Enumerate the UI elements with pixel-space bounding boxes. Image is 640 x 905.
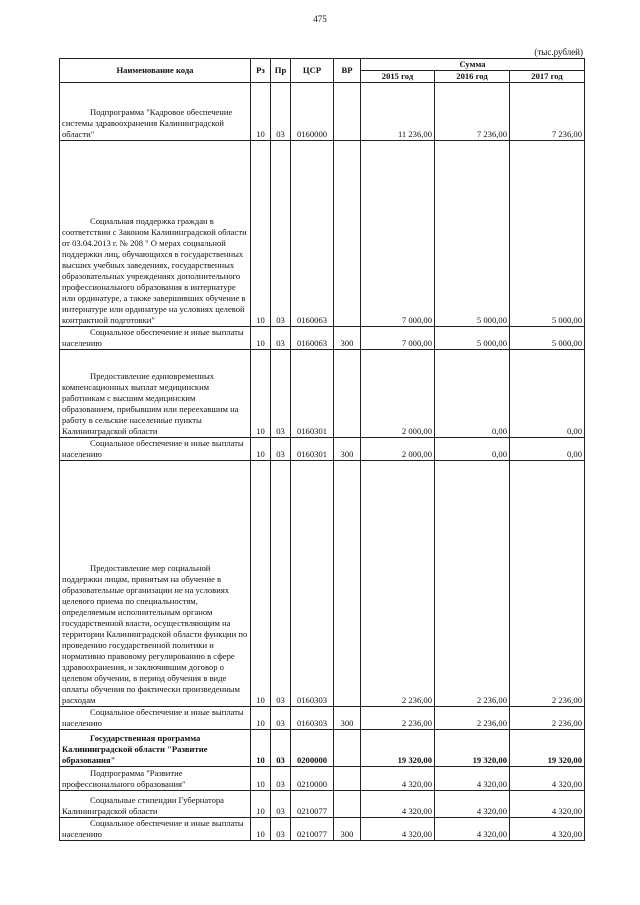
cell-pr: 03 <box>271 767 291 791</box>
cell-vr <box>334 730 361 767</box>
cell-rz: 10 <box>251 141 271 327</box>
table-row <box>60 791 585 818</box>
cell-v2016: 2 236,00 <box>435 461 510 707</box>
cell-v2017: 19 320,00 <box>510 730 585 767</box>
cell-v2016: 19 320,00 <box>435 730 510 767</box>
cell-v2017: 2 236,00 <box>510 707 585 730</box>
cell-v2015: 2 236,00 <box>361 461 435 707</box>
cell-name: Предоставление единовременных компенсационных выплат медицинским работникам с высшим медицинским образованием, прибывшим или переехавшим на работу в сельские населенные пункты Калининградской области <box>60 350 251 438</box>
cell-name: Подпрограмма "Развитие профессионального образования" <box>60 767 251 791</box>
cell-pr: 03 <box>271 83 291 141</box>
cell-v2015: 19 320,00 <box>361 730 435 767</box>
header-pr: Пр <box>271 59 291 83</box>
cell-vr: 300 <box>334 707 361 730</box>
cell-v2016: 5 000,00 <box>435 141 510 327</box>
cell-name: Социальное обеспечение и иные выплаты населению <box>60 327 251 350</box>
cell-v2016: 4 320,00 <box>435 818 510 841</box>
cell-v2017: 4 320,00 <box>510 767 585 791</box>
cell-csr: 0160301 <box>291 350 334 438</box>
cell-v2017: 2 236,00 <box>510 461 585 707</box>
cell-name: Социальное обеспечение и иные выплаты населению <box>60 707 251 730</box>
cell-csr: 0160303 <box>291 461 334 707</box>
cell-v2015: 4 320,00 <box>361 818 435 841</box>
cell-vr: 300 <box>334 327 361 350</box>
table-row <box>60 818 585 841</box>
cell-pr: 03 <box>271 141 291 327</box>
cell-name: Подпрограмма "Кадровое обеспечение системы здравоохранения Калининградской области" <box>60 83 251 141</box>
cell-v2015: 2 000,00 <box>361 350 435 438</box>
cell-v2015: 7 000,00 <box>361 327 435 350</box>
cell-v2016: 7 236,00 <box>435 83 510 141</box>
cell-v2015: 4 320,00 <box>361 791 435 818</box>
cell-rz: 10 <box>251 707 271 730</box>
cell-vr <box>334 791 361 818</box>
cell-pr: 03 <box>271 791 291 818</box>
cell-csr: 0160301 <box>291 438 334 461</box>
cell-v2017: 0,00 <box>510 438 585 461</box>
table-row <box>60 141 585 327</box>
table-row <box>60 730 585 767</box>
cell-v2016: 5 000,00 <box>435 327 510 350</box>
cell-v2017: 0,00 <box>510 350 585 438</box>
cell-v2015: 2 000,00 <box>361 438 435 461</box>
cell-rz: 10 <box>251 461 271 707</box>
cell-vr <box>334 350 361 438</box>
header-2015: 2015 год <box>361 71 435 83</box>
cell-name: Государственная программа Калининградской области "Развитие образования" <box>60 730 251 767</box>
cell-csr: 0210077 <box>291 791 334 818</box>
cell-v2017: 4 320,00 <box>510 818 585 841</box>
cell-csr: 0210000 <box>291 767 334 791</box>
table-body <box>60 83 585 841</box>
cell-pr: 03 <box>271 350 291 438</box>
cell-rz: 10 <box>251 767 271 791</box>
cell-pr: 03 <box>271 707 291 730</box>
cell-vr <box>334 461 361 707</box>
cell-pr: 03 <box>271 730 291 767</box>
cell-v2016: 0,00 <box>435 438 510 461</box>
header-csr: ЦСР <box>291 59 334 83</box>
cell-name: Социальное обеспечение и иные выплаты населению <box>60 818 251 841</box>
cell-name: Социальное обеспечение и иные выплаты населению <box>60 438 251 461</box>
table-row <box>60 707 585 730</box>
table-row <box>60 767 585 791</box>
header-name: Наименование кода <box>60 59 251 83</box>
budget-table <box>59 58 585 841</box>
cell-vr <box>334 83 361 141</box>
cell-csr: 0160000 <box>291 83 334 141</box>
cell-rz: 10 <box>251 730 271 767</box>
cell-csr: 0210077 <box>291 818 334 841</box>
cell-vr <box>334 767 361 791</box>
header-rz: Рз <box>251 59 271 83</box>
header-sum: Сумма <box>361 59 585 71</box>
cell-v2016: 2 236,00 <box>435 707 510 730</box>
cell-v2015: 2 236,00 <box>361 707 435 730</box>
cell-csr: 0160063 <box>291 327 334 350</box>
table-row <box>60 327 585 350</box>
cell-csr: 0160303 <box>291 707 334 730</box>
cell-v2015: 11 236,00 <box>361 83 435 141</box>
cell-vr: 300 <box>334 818 361 841</box>
cell-rz: 10 <box>251 791 271 818</box>
table-row <box>60 461 585 707</box>
cell-vr: 300 <box>334 438 361 461</box>
cell-pr: 03 <box>271 461 291 707</box>
cell-name: Социальная поддержка граждан в соответствии с Законом Калининградской области от 03.04.2013 г. № 208 " О мерах социальной поддержки лиц, обучающихся в государственных высших учебных заведениях, государственных образовательных учреждениях дополнительного профессионального образования в интернатуре или ординатуре, а также завершивших обучение в интернатуре или ординатуре на условиях целевой контрактной подготовки" <box>60 141 251 327</box>
table-row <box>60 350 585 438</box>
cell-pr: 03 <box>271 818 291 841</box>
cell-v2017: 4 320,00 <box>510 791 585 818</box>
cell-rz: 10 <box>251 350 271 438</box>
cell-pr: 03 <box>271 327 291 350</box>
cell-vr <box>334 141 361 327</box>
header-2016: 2016 год <box>435 71 510 83</box>
header-vr: ВР <box>334 59 361 83</box>
units-label: (тыс.рублей) <box>534 47 583 57</box>
cell-csr: 0160063 <box>291 141 334 327</box>
table-row <box>60 83 585 141</box>
cell-v2015: 7 000,00 <box>361 141 435 327</box>
cell-v2016: 4 320,00 <box>435 767 510 791</box>
cell-v2017: 5 000,00 <box>510 327 585 350</box>
cell-name: Социальные стипендии Губернатора Калининградской области <box>60 791 251 818</box>
cell-name: Предоставление мер социальной поддержки лицам, принятым на обучение в образовательные организации не на условиях целевого приема по специальностям, определяемым исполнительным органом государственной власти, осуществляющим на территории Калининградской области функции по проведению государственной политики и нормативно правовому регулированию в сфере здравоохранения, и заключившим договор о целевом обучении, в период обучения в виде оплаты обучения по фактически произведенным расходам <box>60 461 251 707</box>
cell-rz: 10 <box>251 438 271 461</box>
cell-v2017: 5 000,00 <box>510 141 585 327</box>
cell-pr: 03 <box>271 438 291 461</box>
cell-v2016: 0,00 <box>435 350 510 438</box>
table-row <box>60 438 585 461</box>
cell-v2016: 4 320,00 <box>435 791 510 818</box>
cell-csr: 0200000 <box>291 730 334 767</box>
cell-rz: 10 <box>251 818 271 841</box>
cell-rz: 10 <box>251 327 271 350</box>
header-2017: 2017 год <box>510 71 585 83</box>
page-number: 475 <box>313 14 327 24</box>
cell-rz: 10 <box>251 83 271 141</box>
cell-v2015: 4 320,00 <box>361 767 435 791</box>
cell-v2017: 7 236,00 <box>510 83 585 141</box>
